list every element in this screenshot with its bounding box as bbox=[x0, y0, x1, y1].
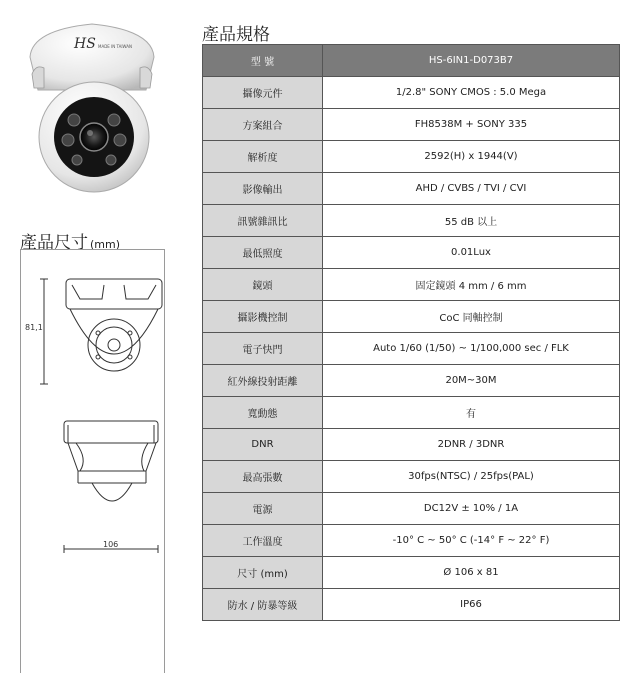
dimension-drawing bbox=[20, 249, 165, 673]
spec-key: 電源 bbox=[203, 493, 323, 525]
spec-table bbox=[202, 44, 620, 621]
spec-key: 電子快門 bbox=[203, 333, 323, 365]
spec-key: 攝影機控制 bbox=[203, 301, 323, 333]
spec-key: 影像輸出 bbox=[203, 173, 323, 205]
spec-row bbox=[203, 365, 620, 397]
spec-row bbox=[203, 237, 620, 269]
spec-value: 2592(H) x 1944(V) bbox=[323, 141, 620, 173]
spec-value: 固定鏡頭 4 mm / 6 mm bbox=[323, 269, 620, 301]
spec-row bbox=[203, 589, 620, 621]
spec-key: DNR bbox=[203, 429, 323, 461]
height-dimension-label: 81,1 bbox=[25, 323, 43, 332]
spec-row bbox=[203, 109, 620, 141]
spec-row bbox=[203, 301, 620, 333]
spec-title: 產品規格 bbox=[202, 25, 270, 45]
spec-key: 解析度 bbox=[203, 141, 323, 173]
spec-value: 2DNR / 3DNR bbox=[323, 429, 620, 461]
spec-key: 攝像元件 bbox=[203, 77, 323, 109]
dimensions-unit: (mm) bbox=[90, 238, 121, 251]
spec-row bbox=[203, 557, 620, 589]
spec-value: FH8538M + SONY 335 bbox=[323, 109, 620, 141]
spec-row bbox=[203, 493, 620, 525]
spec-key: 紅外線投射距離 bbox=[203, 365, 323, 397]
spec-value: 有 bbox=[323, 397, 620, 429]
spec-key: 最低照度 bbox=[203, 237, 323, 269]
spec-row bbox=[203, 45, 620, 77]
spec-row bbox=[203, 333, 620, 365]
spec-row bbox=[203, 173, 620, 205]
spec-key: 工作溫度 bbox=[203, 525, 323, 557]
spec-value: 1/2.8" SONY CMOS : 5.0 Mega bbox=[323, 77, 620, 109]
spec-value: HS-6IN1-D073B7 bbox=[323, 45, 620, 77]
spec-value: 0.01Lux bbox=[323, 237, 620, 269]
spec-key: 鏡頭 bbox=[203, 269, 323, 301]
made-in-label: MADE IN TAIWAN bbox=[98, 44, 133, 49]
spec-value: 30fps(NTSC) / 25fps(PAL) bbox=[323, 461, 620, 493]
spec-value: CoC 同軸控制 bbox=[323, 301, 620, 333]
spec-value: IP66 bbox=[323, 589, 620, 621]
spec-key: 型 號 bbox=[203, 45, 323, 77]
spec-table-body bbox=[203, 45, 620, 621]
spec-row bbox=[203, 429, 620, 461]
width-dimension-label: 106 bbox=[103, 540, 119, 549]
spec-row bbox=[203, 461, 620, 493]
spec-value: 55 dB 以上 bbox=[323, 205, 620, 237]
spec-row bbox=[203, 141, 620, 173]
dimensions-title-text: 產品尺寸 bbox=[20, 233, 88, 253]
dome-camera-image bbox=[22, 12, 162, 197]
spec-row bbox=[203, 77, 620, 109]
product-photo bbox=[22, 12, 162, 197]
spec-row bbox=[203, 205, 620, 237]
spec-key: 尺寸 (mm) bbox=[203, 557, 323, 589]
spec-value: -10° C ~ 50° C (-14° F ~ 22° F) bbox=[323, 525, 620, 557]
spec-value: 20M~30M bbox=[323, 365, 620, 397]
spec-value: Ø 106 x 81 bbox=[323, 557, 620, 589]
spec-row bbox=[203, 269, 620, 301]
spec-value: DC12V ± 10% / 1A bbox=[323, 493, 620, 525]
spec-value: Auto 1/60 (1/50) ~ 1/100,000 sec / FLK bbox=[323, 333, 620, 365]
spec-key: 訊號雜訊比 bbox=[203, 205, 323, 237]
spec-key: 最高張數 bbox=[203, 461, 323, 493]
spec-key: 方案組合 bbox=[203, 109, 323, 141]
spec-row bbox=[203, 525, 620, 557]
spec-row bbox=[203, 397, 620, 429]
brand-logo: HS bbox=[74, 36, 96, 52]
spec-key: 寬動態 bbox=[203, 397, 323, 429]
spec-value: AHD / CVBS / TVI / CVI bbox=[323, 173, 620, 205]
spec-key: 防水 / 防暴等級 bbox=[203, 589, 323, 621]
